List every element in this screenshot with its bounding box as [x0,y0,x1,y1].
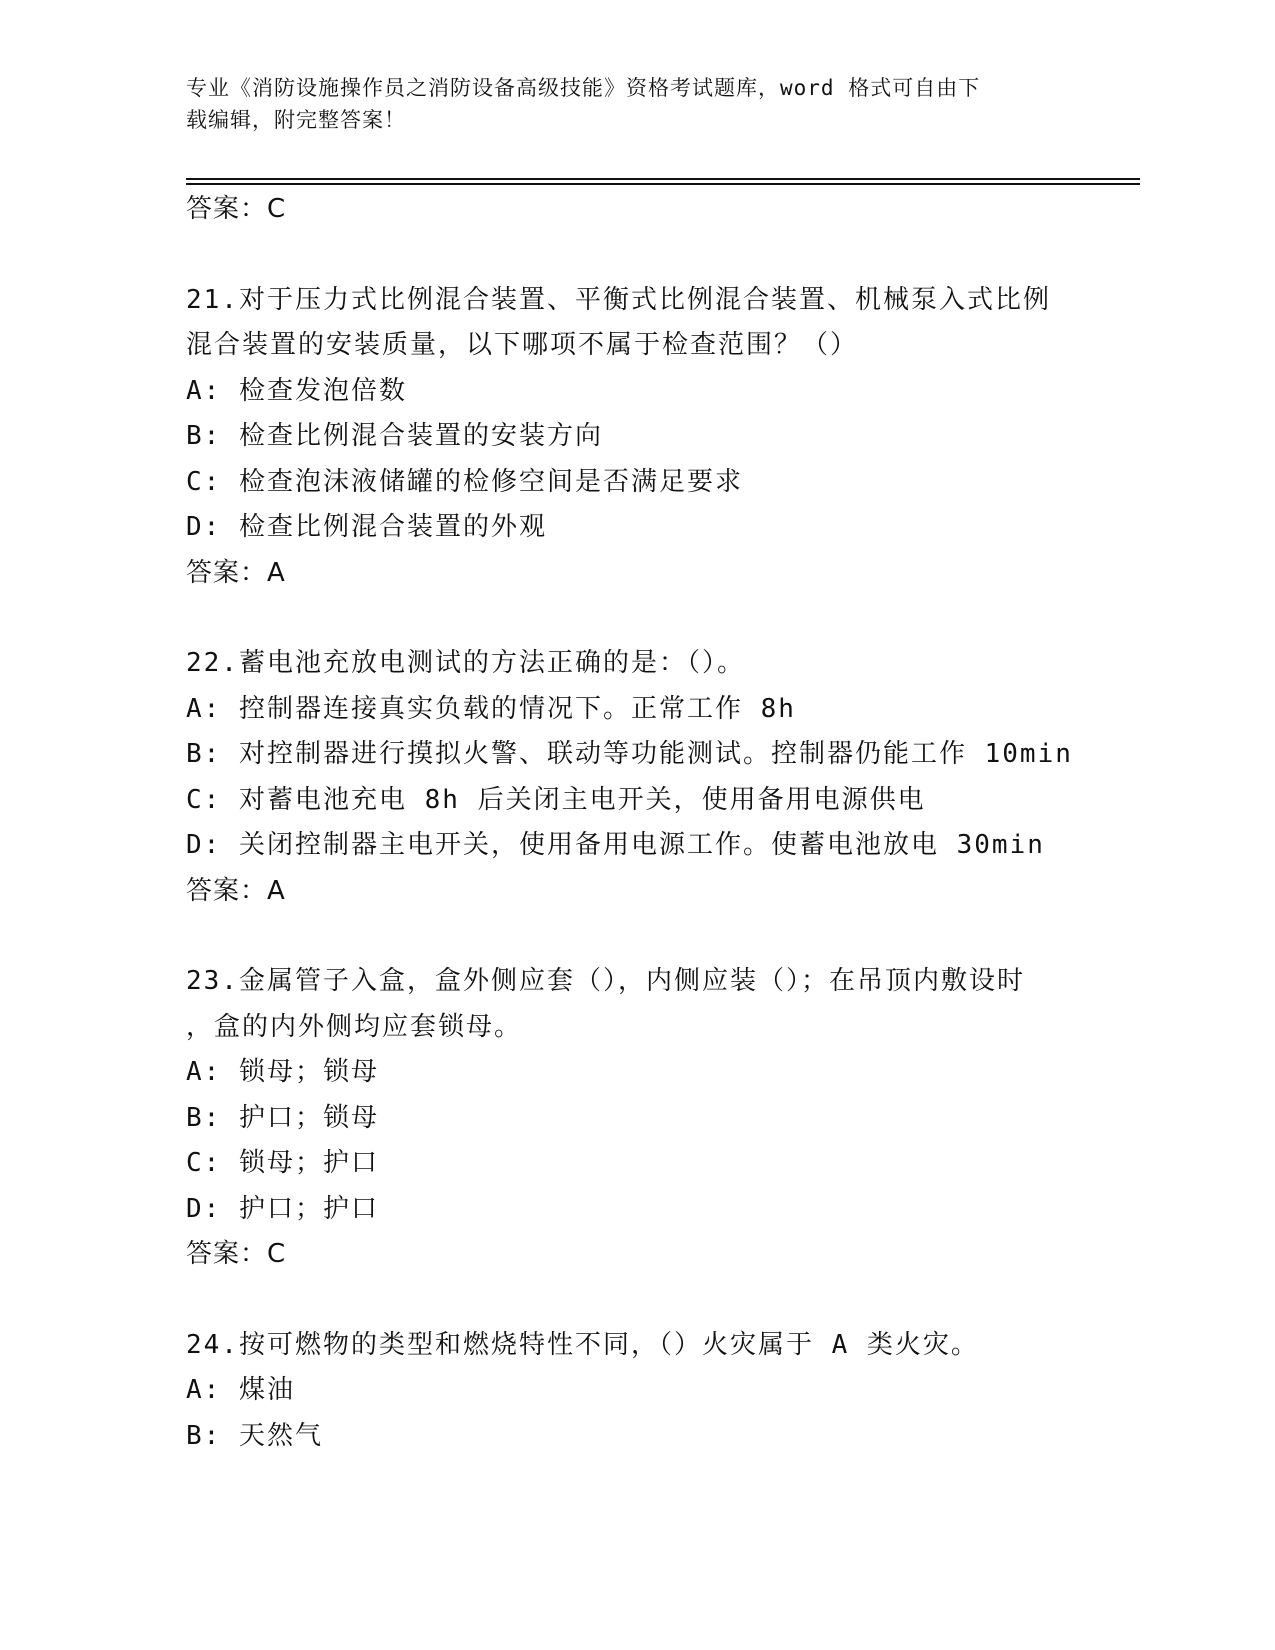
option-a: A: 锁母；锁母 [186,1057,379,1087]
option-c: C: 检查泡沫液储罐的检修空间是否满足要求 [186,466,743,497]
option-d: D: 护口；护口 [186,1193,379,1224]
option-c: C: 锁母；护口 [186,1148,379,1178]
previous-answer: 答案：C [186,194,287,224]
header-rule-bottom [186,183,1140,185]
question-21 [186,278,1086,597]
answer: 答案：C [186,1239,287,1269]
question-text-line: 24.按可燃物的类型和燃烧特性不同，（）火灾属于 A 类火灾。 [186,1329,979,1360]
question-23 [186,959,1086,1278]
question-list [186,187,1086,1459]
answer: 答案：A [186,557,286,588]
question-24 [186,1323,1086,1460]
question-text-line: 混合装置的安装质量，以下哪项不属于检查范围？（） [186,330,859,360]
option-b: B: 检查比例混合装置的安装方向 [186,421,603,451]
option-a: A: 控制器连接真实负载的情况下。正常工作 8h [186,693,796,724]
question-text-line: 21.对于压力式比例混合装置、平衡式比例混合装置、机械泵入式比例 [186,284,1051,315]
question-text-line: 23.金属管子入盒，盒外侧应套（），内侧应装（）；在吊顶内敷设时 [186,966,1025,996]
question-text-line: 22.蓄电池充放电测试的方法正确的是：（）。 [186,648,745,678]
question-22 [186,641,1086,914]
option-d: D: 检查比例混合装置的外观 [186,512,547,542]
document-header [186,72,1066,136]
option-c: C: 对蓄电池充电 8h 后关闭主电开关，使用备用电源供电 [186,784,926,815]
option-a: A: 煤油 [186,1375,295,1405]
option-b: B: 天然气 [186,1420,323,1451]
option-b: B: 护口；锁母 [186,1102,379,1133]
option-a: A: 检查发泡倍数 [186,375,407,406]
option-d: D: 关闭控制器主电开关，使用备用电源工作。使蓄电池放电 30min [186,830,1045,860]
header-line-2: 载编辑，附完整答案！ [186,108,406,132]
option-b: B: 对控制器进行摸拟火警、联动等功能测试。控制器仍能工作 10min [186,739,1073,769]
header-line-1: 专业《消防设施操作员之消防设备高级技能》资格考试题库，word 格式可自由下 [186,76,981,100]
question-text-line: ，盒的内外侧均应套锁母。 [186,1011,523,1042]
header-rule-top [186,178,1140,180]
answer: 答案：A [186,875,286,906]
